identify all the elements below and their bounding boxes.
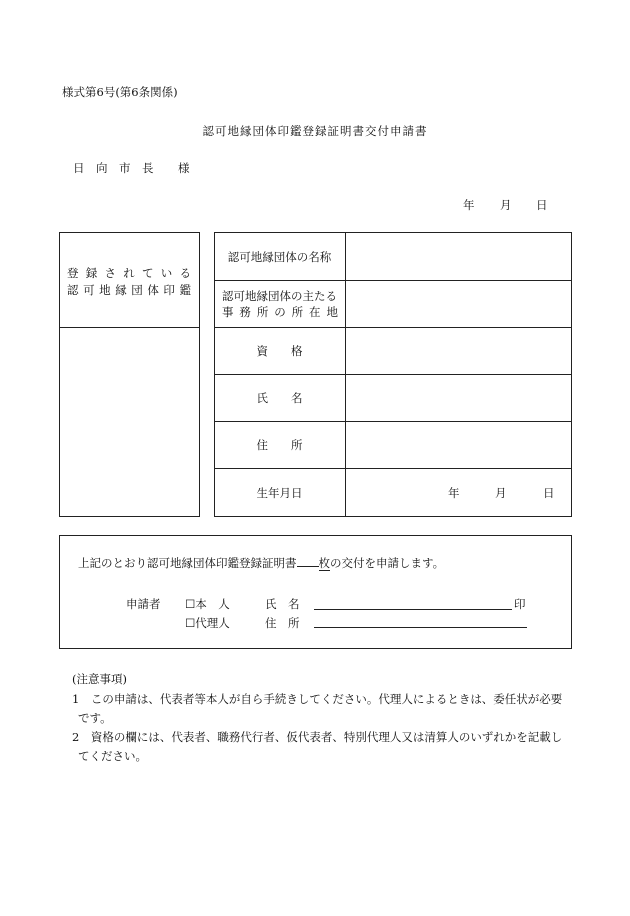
page-title: 認可地縁団体印鑑登録証明書交付申請書 — [202, 124, 428, 138]
office-label-line1: 認可地縁団体の主たる — [222, 289, 337, 303]
form-number: 様式第6号(第6条関係) — [62, 85, 178, 99]
name-field[interactable] — [346, 375, 571, 421]
note-2-line1: 2 資格の欄には、代表者、職務代行者、仮代表者、特別代理人又は清算人のいずれかを記載し — [72, 730, 563, 744]
birth-year: 年 — [448, 486, 460, 500]
birthdate-label: 生年月日 — [256, 486, 303, 500]
office-label-line2: 事 務 所 の 所 在 地 — [222, 305, 338, 319]
request-sentence-pre: 上記のとおり認可地縁団体印鑑登録証明書 — [78, 556, 297, 570]
birth-day: 日 — [543, 486, 555, 500]
request-sentence — [78, 555, 444, 571]
seal-impression-area[interactable] — [60, 328, 199, 516]
applicant-address-line[interactable] — [314, 627, 527, 628]
note-2-line2: てください。 — [78, 749, 147, 763]
date-month: 月 — [500, 198, 512, 212]
seal-mark: 印 — [514, 597, 526, 611]
request-sentence-post: の交付を申請します。 — [330, 556, 445, 570]
option-self-checkbox[interactable]: ☐本 人 — [185, 597, 230, 611]
address-label: 住 所 — [256, 438, 303, 452]
name-label: 氏 名 — [256, 391, 303, 405]
note-1-line2: です。 — [78, 711, 112, 725]
note-1-line1: 1 この申請は、代表者等本人が自ら手続きしてください。代理人によるときは、委任状が必要 — [72, 692, 563, 706]
seal-box-label-line1: 登 録 さ れ て い る — [67, 266, 191, 280]
org-name-field[interactable] — [346, 233, 571, 280]
address-field[interactable] — [346, 422, 571, 468]
applicant-address-label: 住 所 — [265, 616, 300, 630]
applicant-label: 申請者 — [126, 597, 161, 611]
seal-box-label-line2: 認 可 地 縁 団 体 印 鑑 — [67, 283, 191, 297]
addressee-name: 日 向 市 長 — [73, 161, 154, 175]
request-box — [59, 535, 572, 649]
birth-month: 月 — [495, 486, 507, 500]
copies-blank[interactable] — [297, 556, 319, 567]
org-name-label: 認可地縁団体の名称 — [227, 250, 332, 264]
option-agent-checkbox[interactable]: ☐代理人 — [185, 616, 230, 630]
date-day: 日 — [536, 198, 548, 212]
applicant-name-line[interactable] — [314, 609, 512, 610]
copies-unit: 枚 — [318, 556, 330, 570]
qualification-label: 資 格 — [256, 344, 303, 358]
addressee-honorific: 様 — [178, 161, 190, 175]
notes-heading: (注意事項) — [72, 672, 127, 686]
office-address-field[interactable] — [346, 281, 571, 327]
date-year: 年 — [463, 198, 475, 212]
qualification-field[interactable] — [346, 328, 571, 374]
applicant-name-label: 氏 名 — [265, 597, 300, 611]
